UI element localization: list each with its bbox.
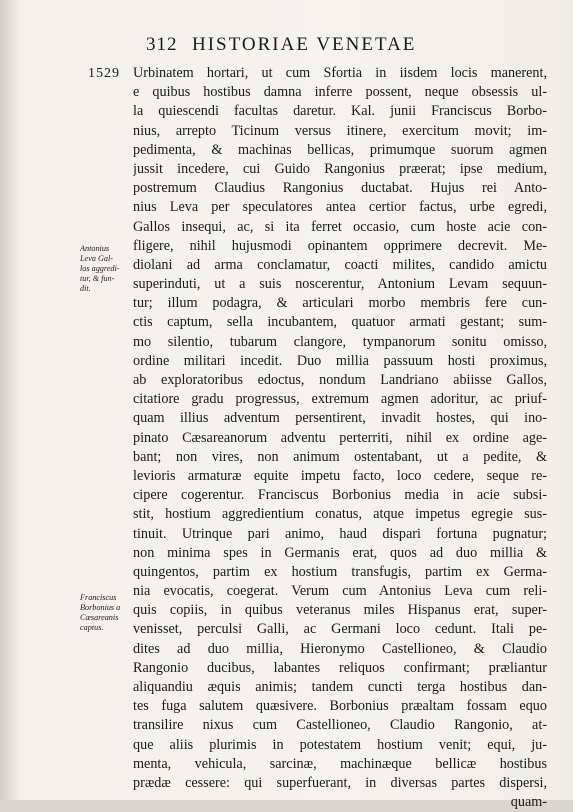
text-line: bant; non vires, non animum ostentabant, ut a pedite, & <box>133 448 547 465</box>
text-line: e quibus hostibus damna inferre possent, neque obsessis ul- <box>133 84 547 101</box>
text-line: que aliis plurimis in potestatem hostium venit; equi, ju- <box>133 736 547 753</box>
margin-note-line: tur, & fun- <box>80 274 115 283</box>
text-line: fligere, nihil hujusmodi opinantem opprimere decrevit. Me- <box>133 237 547 254</box>
margin-note-line: Borbonius a <box>80 603 121 612</box>
text-line: tur; illum podagra, & articulari morbo membris fere cun- <box>133 295 547 312</box>
margin-note-borbonius <box>80 593 138 633</box>
text-line: citatiore gradu progressus, extremum agmen adoritur, ac priuf- <box>133 391 547 408</box>
text-line: tes fuga salutem quæsivere. Borbonius præaltam fossam equo <box>133 698 547 715</box>
text-line: cipere cogerentur. Franciscus Borbonius media in acie subsi- <box>133 487 547 504</box>
margin-note-line: captus. <box>80 623 104 632</box>
text-line: superinduti, ut a suis noscerentur, Antonium Levam sequun- <box>133 276 547 293</box>
text-line: transilire nixus cum Castellioneo, Claudio Rangonio, at- <box>133 717 547 734</box>
text-line: quingentos, partim ex hostium transfugis, partim ex Germa- <box>133 563 547 580</box>
text-line: dites ad duo millia, Hieronymo Castellioneo, & Claudio <box>133 640 547 657</box>
text-line: Urbinatem hortari, ut cum Sfortia in iisdem locis manerent, <box>133 65 547 81</box>
text-line: Gallos insequi, ac, si ita ferret occasio, cum hoste acie con- <box>133 218 547 235</box>
text-line: stit, hostium aggredientium conatus, atque impetus egregie sus- <box>133 506 547 523</box>
text-line: ordine militari incedit. Duo millia passuum hosti proximus, <box>133 352 547 369</box>
text-line: la quiescendi facultas daretur. Kal. junii Franciscus Borbo- <box>133 103 547 120</box>
margin-note-line: Leva Gal- <box>80 254 113 263</box>
text-line: pedimenta, & machinas bellicas, primumque suorum agmen <box>133 141 547 158</box>
text-line: levioris armaturæ equite impetu facto, loco cedere, seque re- <box>133 467 547 484</box>
text-line: nius, arrepto Ticinum versus itinere, exercitum movit; im- <box>133 122 547 139</box>
text-line: quis copiis, in quibus veteranus miles Hispanus erat, super- <box>133 602 547 619</box>
margin-note-line: los aggredi- <box>80 264 120 273</box>
text-line: nia evocatis, coegerat. Verum cum Antonius Leva cum reli- <box>133 583 547 600</box>
text-line: jussit incedere, cui Guido Rangonius præerat; ipse medium, <box>133 160 547 177</box>
text-line: ab exploratoribus edoctus, nondum Landriano abiisse Gallos, <box>133 372 547 388</box>
margin-note-line: dit. <box>80 284 91 293</box>
year-marker: 1529 <box>88 66 120 81</box>
text-line: non minima spes in Germanis erat, quos ad duo millia & <box>133 544 547 561</box>
page-number: 312 <box>146 34 178 55</box>
text-line: nius Leva per speculatores antea certior factus, urbe egredi, <box>133 199 547 216</box>
text-line: pinato Cæsareanorum adventu perterriti, nihil ex ordine age- <box>133 429 547 446</box>
text-line: prædæ cessere: qui superfuerant, in diversas partes dispersi, <box>133 774 547 791</box>
text-line: menta, vehicula, sarcinæ, machinæque bellicæ hostibus <box>133 755 547 772</box>
text-line: venisset, perculsi Galli, ac Germani loco cedunt. Itali pe- <box>133 621 547 638</box>
text-line: quam illius adventum persentirent, invadit hostes, qui ino- <box>133 410 547 427</box>
body-text <box>133 64 547 812</box>
margin-note-line: Cæsareanis <box>80 613 119 622</box>
text-line: quam- <box>510 794 547 811</box>
text-line: tinuit. Utrinque pari animo, haud dispari fortuna pugnatur; <box>133 525 547 542</box>
text-line: ctis captum, sella incubantem, quatuor armati gestant; sum- <box>133 314 547 331</box>
text-line: aliquandiu æquis animis; tandem cuncti terga hostibus dan- <box>133 679 547 695</box>
margin-note-line: Franciscus <box>80 593 117 602</box>
text-line: diolani ad arma conclamatur, coacti milites, candido amictu <box>133 256 547 273</box>
text-line: Rangonio ducibus, labantes reliquos confirmant; præliantur <box>133 659 547 676</box>
text-line: postremum Claudius Rangonius ductabat. Hujus rei Anto- <box>133 180 547 197</box>
show-through-text <box>24 600 64 660</box>
running-title: HISTORIAE VENETAE <box>192 34 417 55</box>
margin-note-line: Antonius <box>80 244 110 253</box>
text-line: mo silentio, tubarum clangore, tympanorum sonitu omisso, <box>133 333 547 350</box>
margin-note-antonius-leva <box>80 244 138 294</box>
show-through-text <box>24 250 64 310</box>
page-header <box>146 34 486 56</box>
